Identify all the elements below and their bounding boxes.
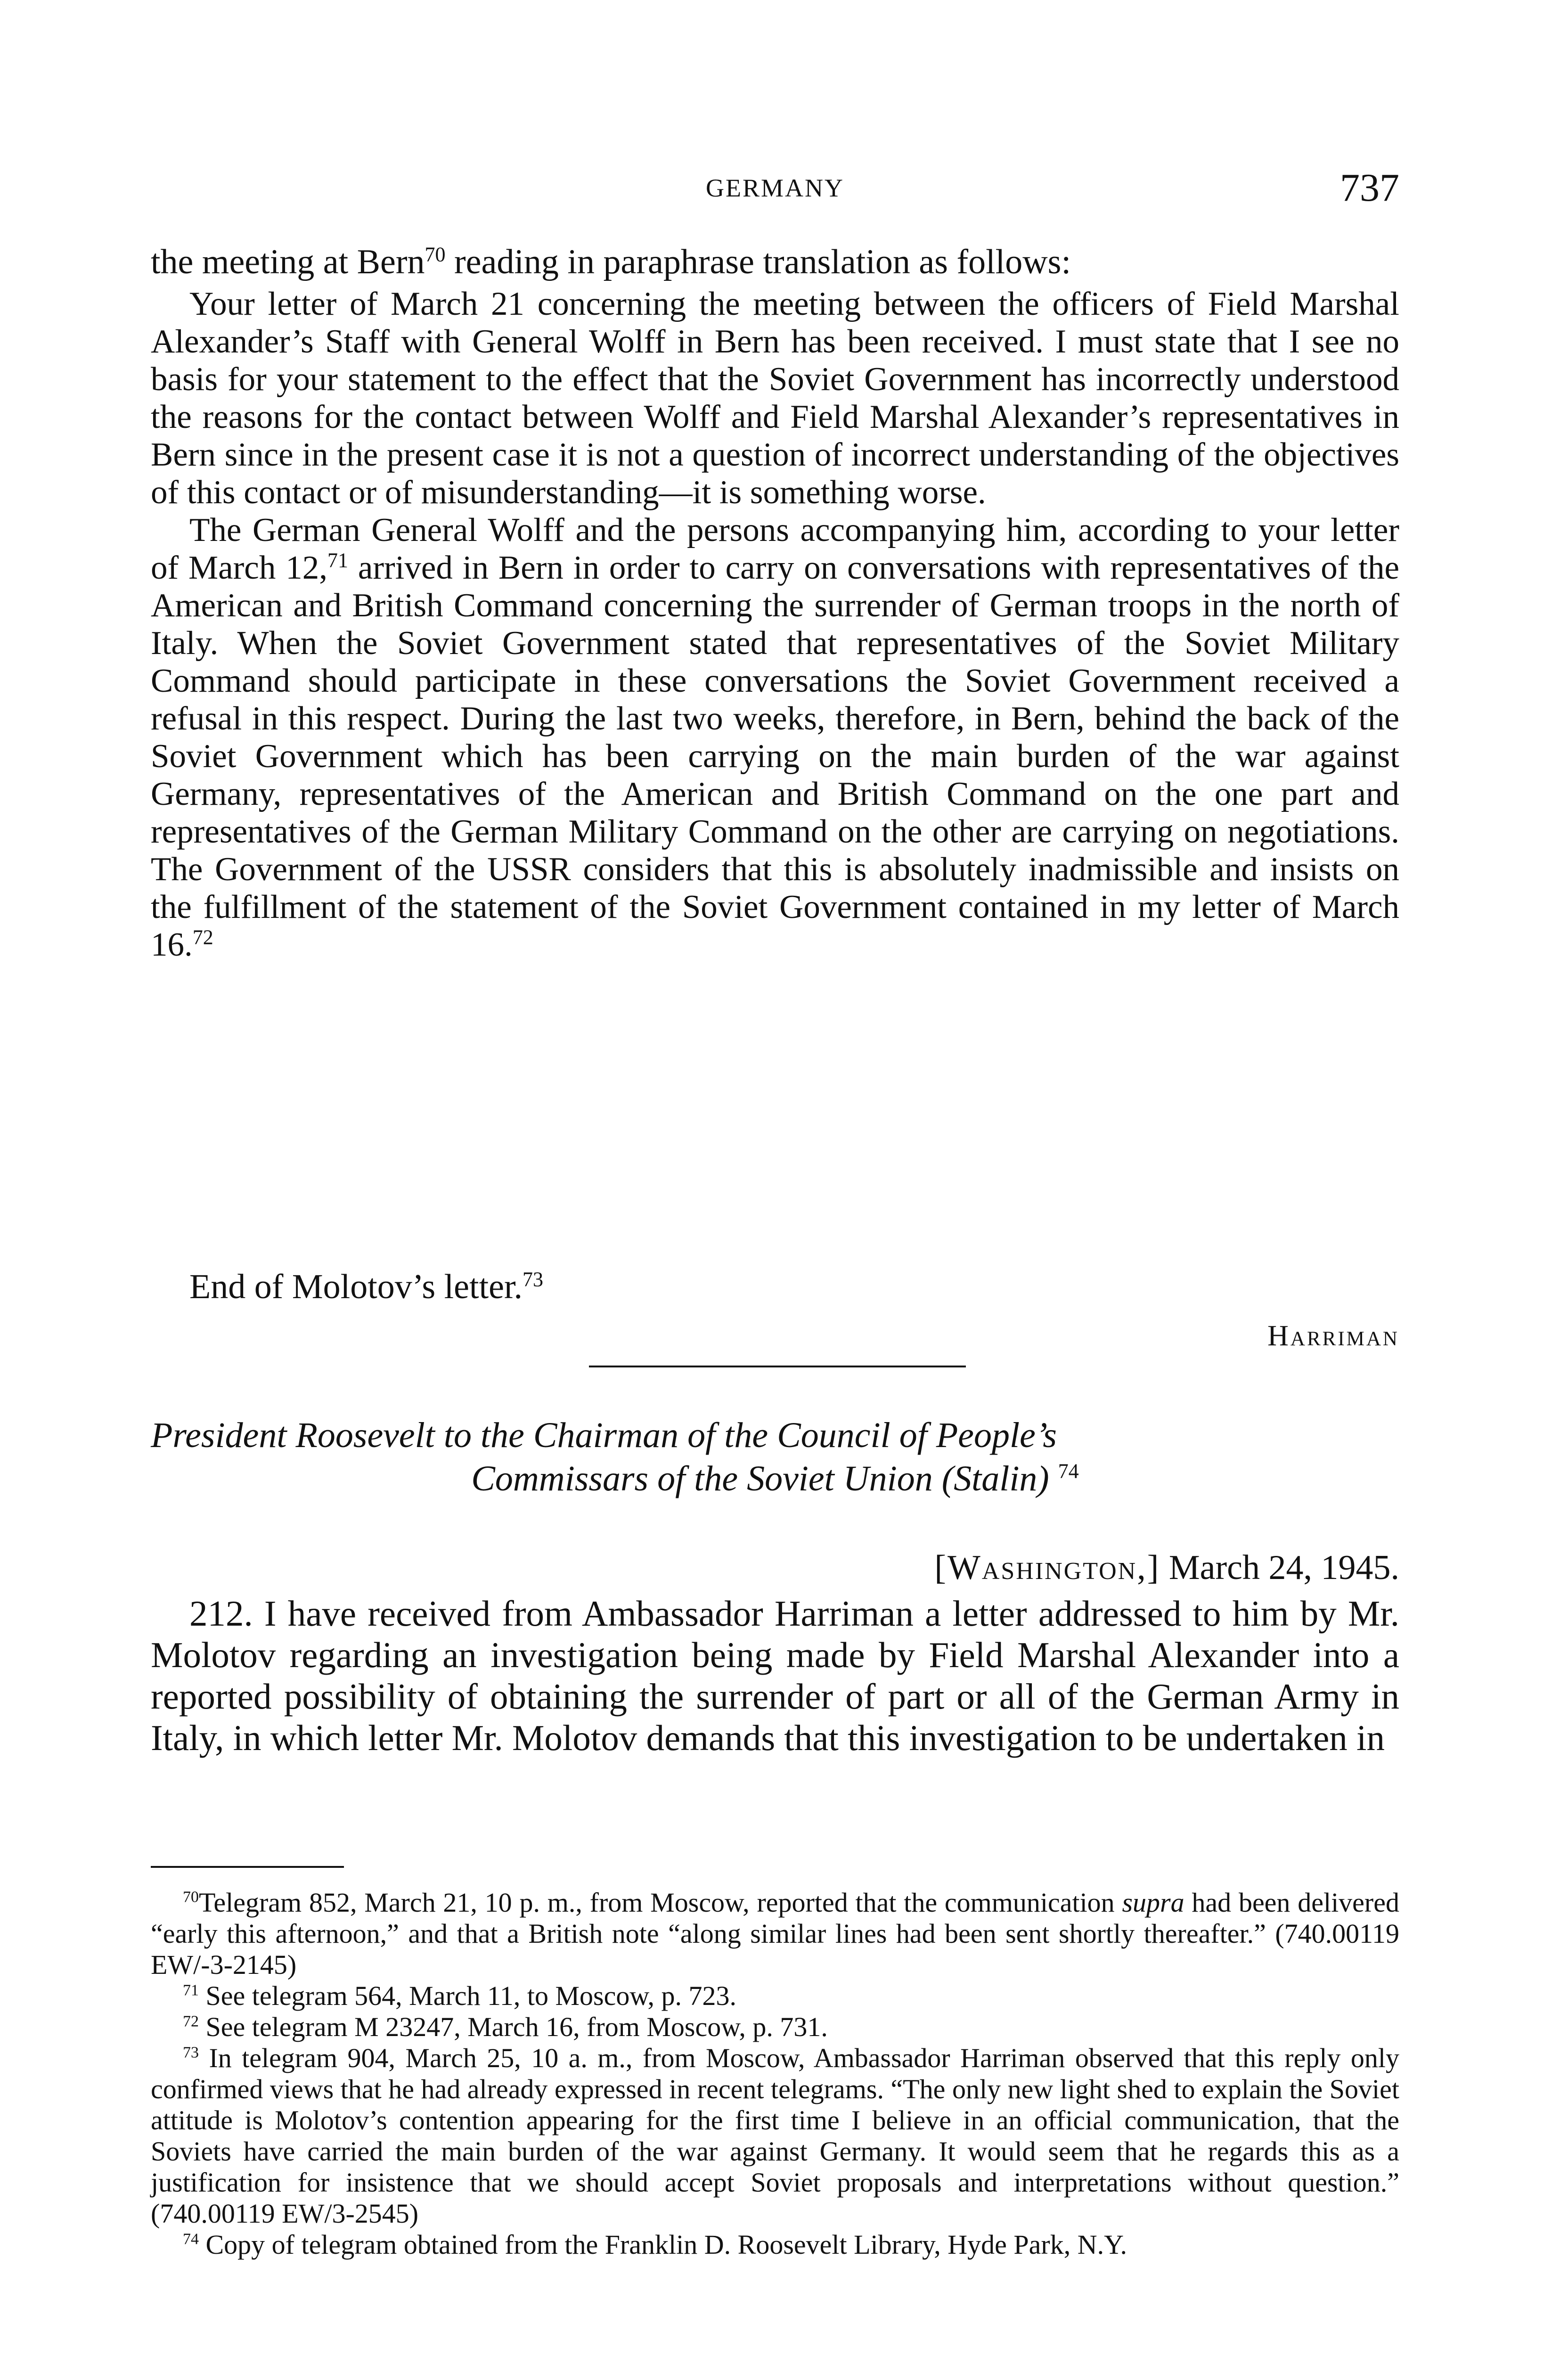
document-heading-line-1: President Roosevelt to the Chairman of the Council of People’s bbox=[151, 1415, 1057, 1455]
footnote-ref-73: 73 bbox=[523, 1268, 544, 1291]
footnote bbox=[151, 1887, 1399, 1980]
dateline-place: [Washington,] bbox=[934, 1548, 1160, 1587]
footnote-ref-71: 71 bbox=[327, 548, 348, 572]
message-text: 212. I have received from Ambassador Harriman a letter addressed to him by Mr. Molotov regarding an investigation being made by Field Marshal Alexander into a reported possibility of obtaining the surrender of part or all of the German Army in Italy, in which letter Mr. Molotov demands that this investigation to be undertaken in bbox=[151, 1593, 1399, 1758]
footnote-number: 71 bbox=[183, 1981, 199, 1999]
footnote bbox=[151, 2012, 1399, 2043]
footnote-text: In telegram 904, March 25, 10 a. m., from Moscow, Ambassador Harriman observed that this reply only confirmed views that he had already expressed in recent telegrams. “The only new light shed to explain the Soviet attitude is Molotov’s contention appearing for the first time I believe in an official communication, that the Soviets have carried the main burden of the war against Germany. It would seem that he regards this as a justification for insistence that we should accept Soviet proposals and interpretations without question.” (740.00119 EW/3-2545) bbox=[151, 2043, 1399, 2229]
end-of-letter-text: End of Molotov’s letter. bbox=[189, 1268, 523, 1306]
letter-paragraph-2 bbox=[151, 511, 1399, 964]
footnote-divider bbox=[151, 1866, 344, 1868]
footnote bbox=[151, 1980, 1399, 2012]
footnote-number: 70 bbox=[183, 1888, 199, 1906]
page-number: 737 bbox=[1340, 166, 1399, 210]
footnote bbox=[151, 2229, 1399, 2260]
running-head-title: GERMANY bbox=[705, 174, 844, 202]
footnote-ref-74: 74 bbox=[1058, 1459, 1079, 1483]
footnote-number: 73 bbox=[183, 2044, 199, 2062]
footnotes bbox=[151, 1887, 1399, 2260]
intro-text-tail: reading in paraphrase translation as follows: bbox=[445, 243, 1071, 281]
letter-paragraph-1: Your letter of March 21 concerning the meeting between the officers of Field Marshal Alexander’s Staff with General Wolff in Bern has been received. I must state that I see no basis for your statement to the effect that the Soviet Government has incorrectly understood the reasons for the contact between Wolff and Field Marshal Alexander’s representatives in Bern since in the present case it is not a question of incorrect understanding of the objectives of this contact or of misunderstanding—it is something worse. bbox=[151, 286, 1399, 511]
document-heading bbox=[151, 1414, 1399, 1500]
footnote-emphasis: supra bbox=[1122, 1887, 1184, 1918]
intro-paragraph bbox=[151, 243, 1399, 282]
message-paragraph bbox=[151, 1593, 1399, 1759]
footnote-ref-72: 72 bbox=[192, 925, 213, 949]
letter-paragraph-2-text: The German General Wolff and the persons accompanying him, according to your letter of March 12, bbox=[151, 512, 1399, 586]
dateline-date: March 24, 1945. bbox=[1160, 1548, 1399, 1587]
quoted-letter bbox=[151, 285, 1399, 964]
footnote-number: 74 bbox=[183, 2230, 199, 2248]
footnote-text: See telegram M 23247, March 16, from Moscow, p. 731. bbox=[205, 2012, 828, 2042]
footnote bbox=[151, 2043, 1399, 2229]
signature: Harriman bbox=[1267, 1320, 1399, 1352]
footnote-number: 72 bbox=[183, 2012, 199, 2030]
footnote-text: See telegram 564, March 11, to Moscow, p. 723. bbox=[205, 1980, 736, 2011]
footnote-ref-70: 70 bbox=[425, 243, 446, 266]
document-heading-line-2-text: Commissars of the Soviet Union (Stalin) bbox=[471, 1459, 1049, 1498]
footnote-text: Copy of telegram obtained from the Franklin D. Roosevelt Library, Hyde Park, N.Y. bbox=[205, 2229, 1127, 2260]
end-of-letter-note bbox=[151, 1268, 1399, 1307]
section-divider bbox=[589, 1366, 966, 1367]
footnote-text: Telegram 852, March 21, 10 p. m., from Moscow, reported that the communication bbox=[199, 1887, 1122, 1918]
running-head bbox=[151, 165, 1399, 210]
intro-text: the meeting at Bern bbox=[151, 243, 425, 281]
footnote-text-cont: had been delivered “early this afternoon,” and that a British note “along similar lines had been sent shortly thereafter.” (740.00119 EW/-3-2145) bbox=[151, 1887, 1399, 1980]
document-heading-line-2 bbox=[151, 1457, 1399, 1500]
dateline bbox=[934, 1548, 1399, 1588]
letter-paragraph-2-text-cont: arrived in Bern in order to carry on conversations with representatives of the American and British Command concerning the surrender of German troops in the north of Italy. When the Soviet Government stated that representatives of the Soviet Military Command should participate in these conversations the Soviet Government received a refusal in this respect. During the last two weeks, therefore, in Bern, behind the back of the Soviet Government which has been carrying on the main burden of the war against Germany, representatives of the American and British Command on the one part and representatives of the German Military Command on the other are carrying on negotiations. The Government of the USSR considers that this is absolutely inadmissible and insists on the fulfillment of the statement of the Soviet Government contained in my letter of March 16. bbox=[151, 549, 1399, 963]
